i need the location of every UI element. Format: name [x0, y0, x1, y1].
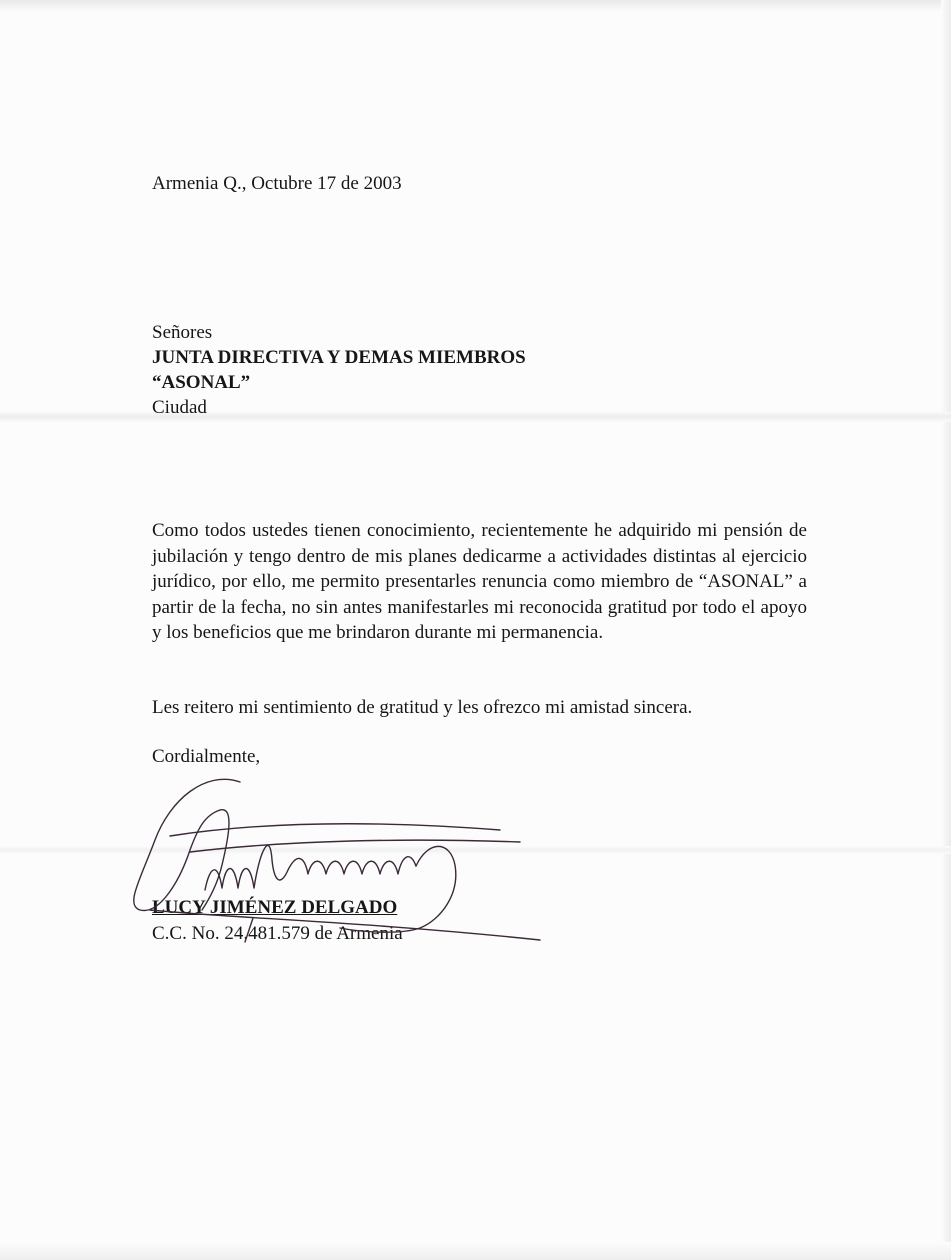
recipient-salutation: Señores [152, 322, 213, 343]
signer-name: LUCY JIMÉNEZ DELGADO [152, 897, 398, 918]
body-paragraph-1: Como todos ustedes tienen conocimiento, recientemente he adquirido mi pensión de jubilación y tengo dentro de mis planes dedicarme a actividades distintas al ejercicio jurídico, por ello, me permito presentarles renuncia como miembro de “ASONAL” a partir de la fecha, no sin antes manifestarles mi reconocida gratitud por todo el apoyo y los beneficios que me brindaron durante mi permanencia. [152, 520, 807, 643]
recipient-city: Ciudad [152, 397, 207, 418]
closing: Cordialmente, [152, 746, 261, 767]
scan-top-edge [0, 0, 951, 12]
recipient-line-1: JUNTA DIRECTIVA Y DEMAS MIEMBROS [152, 347, 526, 368]
scan-bottom-edge [0, 1242, 951, 1260]
scan-right-edge [941, 0, 951, 1260]
signer-id: C.C. No. 24.481.579 de Armenia [152, 923, 403, 944]
body-paragraph-2: Les reitero mi sentimiento de gratitud y les ofrezco mi amistad sincera. [152, 697, 693, 718]
paper-fold-upper [0, 412, 951, 422]
handwritten-signature [110, 770, 570, 950]
letter-date: Armenia Q., Octubre 17 de 2003 [152, 173, 402, 194]
recipient-line-2: “ASONAL” [152, 372, 251, 393]
